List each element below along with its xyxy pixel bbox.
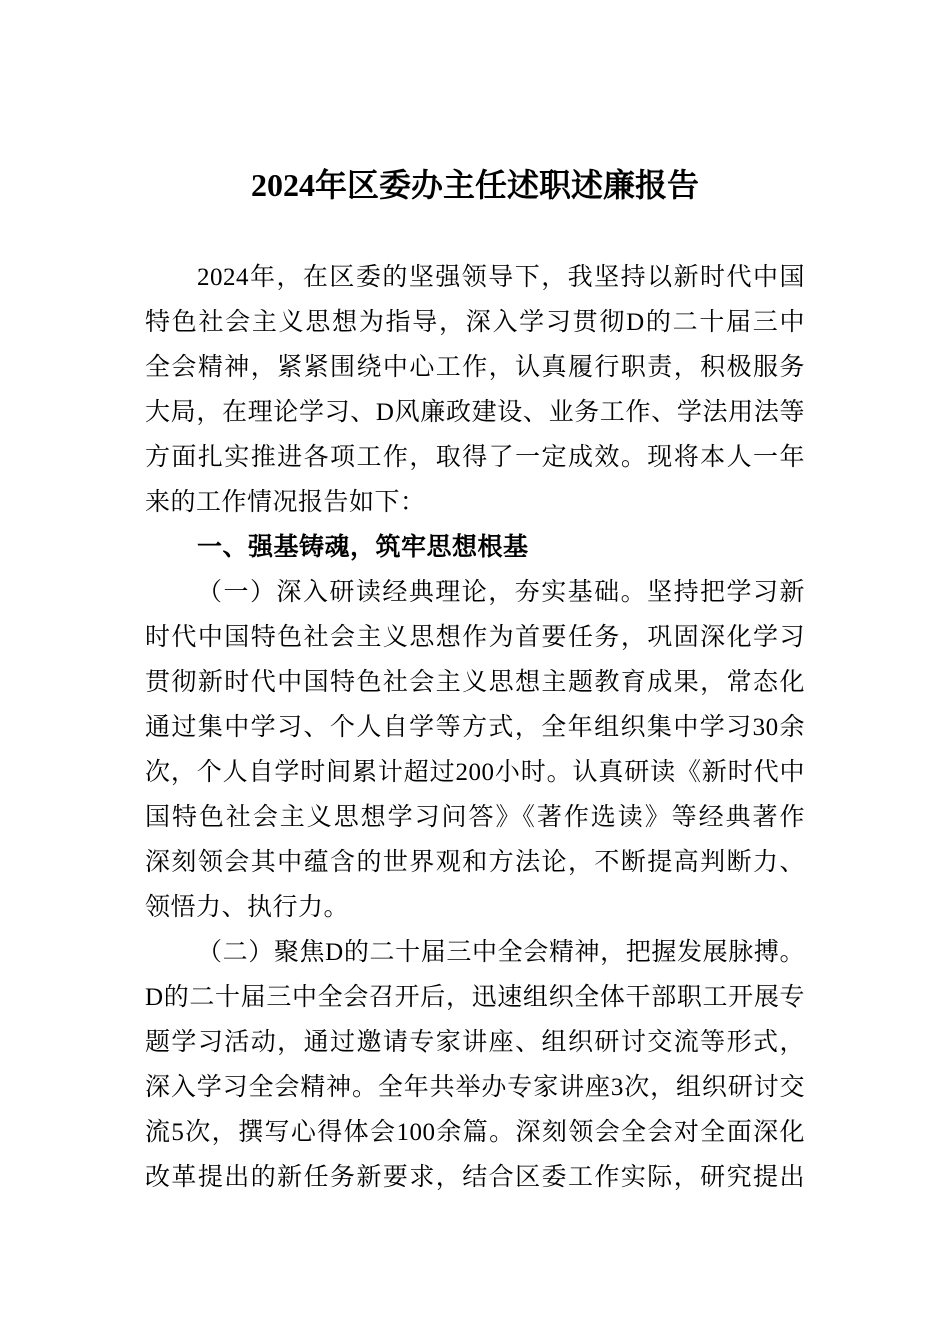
text-line: 全会精神，紧紧围绕中心工作，认真履行职责，积极服务 — [145, 354, 805, 381]
text-line: 2024年，在区委的坚强领导下，我坚持以新时代中国 — [197, 264, 805, 291]
section-heading — [145, 525, 805, 570]
text-line: （二）聚焦D的二十届三中全会精神，把握发展脉搏。 — [197, 939, 805, 966]
text-line: 次，个人自学时间累计超过200小时。认真研读《新时代中 — [145, 759, 805, 786]
subsection-paragraph-1 — [145, 570, 805, 930]
text-line: D的二十届三中全会召开后，迅速组织全体干部职工开展专 — [145, 984, 805, 1011]
text-line: 大局，在理论学习、D风廉政建设、业务工作、学法用法等 — [145, 399, 805, 426]
text-line: 通过集中学习、个人自学等方式，全年组织集中学习30余 — [145, 714, 805, 741]
text-line: （一）深入研读经典理论，夯实基础。坚持把学习新 — [197, 579, 805, 606]
text-line: 改革提出的新任务新要求，结合区委工作实际，研究提出 — [145, 1164, 805, 1191]
text-line: 领悟力、执行力。 — [145, 894, 350, 921]
text-line: 方面扎实推进各项工作，取得了一定成效。现将本人一年 — [145, 444, 805, 471]
intro-paragraph — [145, 255, 805, 525]
text-line: 国特色社会主义思想学习问答》《著作选读》等经典著作 — [145, 804, 805, 831]
text-line: 来的工作情况报告如下： — [145, 489, 426, 516]
text-line: 贯彻新时代中国特色社会主义思想主题教育成果，常态化 — [145, 669, 805, 696]
text-line: 时代中国特色社会主义思想作为首要任务，巩固深化学习 — [145, 624, 805, 651]
section-heading-text: 一、强基铸魂，筑牢思想根基 — [197, 534, 529, 561]
subsection-paragraph-2 — [145, 930, 805, 1200]
text-line: 深刻领会其中蕴含的世界观和方法论，不断提高判断力、 — [145, 849, 805, 876]
document-title: 2024年区委办主任述职述廉报告 — [250, 167, 699, 203]
text-line: 题学习活动，通过邀请专家讲座、组织研讨交流等形式， — [145, 1029, 805, 1056]
text-line: 流5次，撰写心得体会100余篇。深刻领会全会对全面深化 — [145, 1119, 805, 1146]
document-body — [145, 255, 805, 1200]
text-line: 深入学习全会精神。全年共举办专家讲座3次，组织研讨交 — [145, 1074, 805, 1101]
text-line: 特色社会主义思想为指导，深入学习贯彻D的二十届三中 — [145, 309, 805, 336]
